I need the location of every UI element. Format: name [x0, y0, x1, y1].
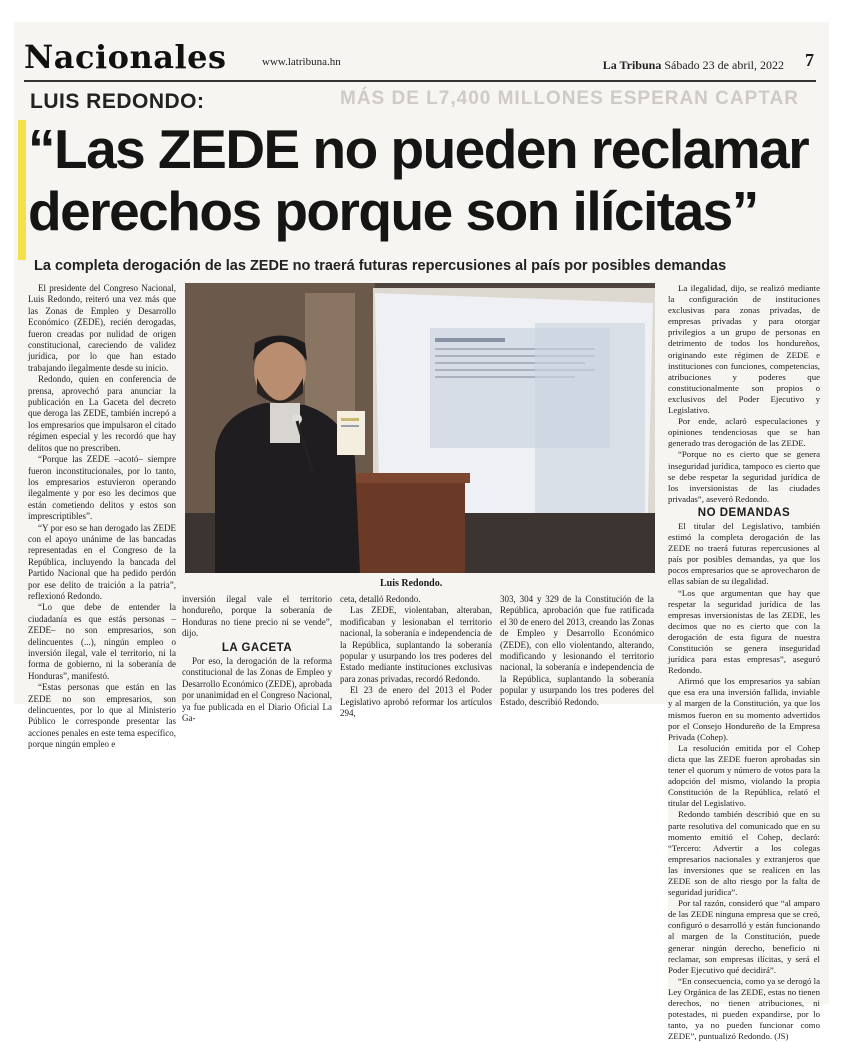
paragraph: “En consecuencia, como ya se derogó la Ley Orgánica de las ZEDE, estas no tienen derechos, no tienen atribuciones, ni potestades, ni pueden expandirse, por lo tanto, ya no pueden funcionar como ZEDE”, puntualizó Redondo. (JS): [668, 975, 820, 1042]
article-headline: “Las ZEDE no pueden reclamar derechos porque son ilícitas”: [28, 118, 809, 242]
paragraph: 303, 304 y 329 de la Constitución de la República, aprobación que fue ratificada el 30 de enero del 2013, creando las Zonas de Empleo y Desarrollo Económico (ZEDE), con ello violentando, alterando, modificando y lesionando el territorio nacional, la soberanía e independencia de la República, suplantando la soberanía popular y usurpando los tres poderes del Estado, describió Redondo.: [500, 594, 654, 707]
paragraph: “Estas personas que están en las ZEDE no son empresarios, son delincuentes, por lo que al Ministerio Público le corresponde presentar las acciones penales en este tema específico, porque ningún empleo e: [28, 682, 176, 750]
paragraph: El 23 de enero del 2013 el Poder Legislativo aprobó reformar los artículos 294,: [340, 685, 492, 719]
photo-illustration: [185, 283, 655, 573]
paragraph: El titular del Legislativo, también estimó la completa derogación de las ZEDE no traerá futuras repercusiones al país por posibles demandas, ya que los pocos empresarios que se aprovecharon de ellas sabían de su ilegalidad.: [668, 520, 820, 587]
paragraph: Afirmó que los empresarios ya sabían que esa era una inversión fallida, inviable y al margen de la Constitución, ya que los mismos fueron en su momento advertidos por el Consejo Hondureño de la Empresa Privada (Cohep).: [668, 676, 820, 742]
paragraph: ceta, detalló Redondo.: [340, 594, 421, 604]
paragraph: El presidente del Congreso Nacional, Luis Redondo, reiteró una vez más que las Zonas de Empleo y Desarrollo Económico (ZEDE), recién derogadas, fueron creadas por nulidad de origen constitucional, careciendo de validez jurídica, por lo que han estado trabajando ilegalmente desde su inicio.: [28, 283, 176, 373]
paragraph: Redondo, quien en conferencia de prensa, aprovechó para anunciar la publicación en La Gaceta del decreto que deroga las ZEDE, también increpó a los empresarios que impulsaron el citado régimen especial y les recordó que hay delitos que no prescriben.: [28, 374, 176, 453]
section-title: Nacionales: [24, 38, 227, 76]
paragraph: La resolución emitida por el Cohep dicta que las ZEDE fueron aprobadas sin tener el quorum y número de votos para la adopción del mismo, violando la propia Constitución de la República, relató el titular del Legislativo.: [668, 742, 820, 809]
highlighter-mark: [18, 120, 26, 260]
folio: [603, 58, 784, 73]
paragraph: Por ende, aclaró especulaciones y opiniones tendenciosas que se han generado tras derogación de las ZEDE.: [668, 416, 820, 449]
article-column-3: [340, 594, 492, 719]
paragraph: La ilegalidad, dijo, se realizó mediante la configuración de instituciones exclusivas para zonas privadas, de empresas privadas y para otorgar privilegios a un grupo de personas en detrimento de todos los hondureños, originando este régimen de ZEDE e instituciones con funciones, competencias, atribuciones y poderes que constitucionalmente son propios o exclusivos del Poder Ejecutivo y Legislativo.: [668, 283, 820, 416]
issue-date: Sábado 23 de abril, 2022: [664, 58, 784, 72]
subhead-no-demandas: NO DEMANDAS: [697, 506, 791, 519]
paragraph: “Y por eso se han derogado las ZEDE con el apoyo unánime de las bancadas representadas en el Congreso de la República, incluyendo la bancada del Partido Nacional que ha pedido perdón por ese delito de traición a la patria”, reflexionó Redondo.: [28, 522, 176, 601]
paper-name: La Tribuna: [602, 58, 662, 72]
paragraph: Por eso, la derogación de la reforma constitucional de las Zonas de Empleo y Desarrollo Económico (ZEDE), aprobada por unanimidad en el Congreso Nacional, ya fue publicada en el Diario Oficial La Ga-: [182, 656, 332, 724]
article-kicker: LUIS REDONDO:: [30, 90, 205, 113]
paragraph: inversión ilegal vale el territorio hondureño, porque la soberanía de Honduras no tiene precio ni se vende”, dijo.: [182, 594, 332, 639]
masthead-rule: [24, 80, 816, 82]
article-photo: [185, 283, 655, 573]
paragraph: Las ZEDE, violentaban, alteraban, modificaban y lesionaban el territorio nacional, la soberanía e independencia de la República, suplantando la soberanía popular y usurpando los tres poderes del Estado mediante instituciones exclusivas para zonas privadas, recordó Redondo.: [340, 605, 492, 684]
bleed-through-text: MÁS DE L7,400 MILLONES ESPERAN CAPTAR: [340, 88, 799, 109]
paragraph: Por tal razón, consideró que “al amparo de las ZEDE ninguna empresa que se creó, configuró o desarrolló y están funcionando al margen de la Constitución, puede generar ningún derecho, beneficio ni reclamar, son empresas ilícitas, y será el Poder Ejecutivo qué decidirá”.: [668, 898, 820, 975]
paragraph: “Porque no es cierto que se genera inseguridad jurídica, tampoco es cierto que se debe respetar la seguridad jurídica de los inversionistas de las ciudades privadas”, aseveró Redondo.: [668, 449, 820, 504]
paragraph: Redondo también describió que en su parte resolutiva del comunicado que en su momento emitió el Cohep, declaró: “Tercero: Advertir a los colegas empresarios nacionales y extranjeros que las inversiones que se realicen en las ZEDE son de alto riesgo por la falta de seguridad jurídica”.: [668, 809, 820, 898]
article-column-1: [28, 283, 176, 751]
article-column-2: [182, 594, 332, 724]
article-column-5: [668, 283, 820, 1042]
article-column-4: [500, 594, 654, 708]
paragraph: “Los que argumentan que hay que respetar la seguridad jurídica de las empresas inversionistas de las ZEDE, les decimos que no es cierto que con la derogación de esta figura de nuestra Constitución se genera inseguridad jurídica para estas empresas”, aseguró Redondo.: [668, 587, 820, 676]
paragraph: “Porque las ZEDE –acotó– siempre fueron inconstitucionales, por lo tanto, los empresarios estuvieron operando ilegalmente y por eso les decimos que están cometiendo delitos y estos son imprescriptibles”.: [28, 454, 176, 522]
paragraph: “Lo que debe de entender la ciudadanía es que estás personas –ZEDE– no son empresarios, son delincuentes (...), ningún empleo o inversión ilegal, vale el territorio, ni la forma de gobierno, ni la soberanía de Honduras”, manifestó.: [28, 602, 176, 681]
article-deck: La completa derogación de las ZEDE no traerá futuras repercusiones al país por posibles demandas: [34, 258, 727, 274]
page-number: 7: [805, 50, 814, 70]
photo-caption: Luis Redondo.: [380, 578, 443, 589]
subhead-la-gaceta: LA GACETA: [221, 641, 293, 654]
site-url: www.latribuna.hn: [262, 56, 341, 68]
